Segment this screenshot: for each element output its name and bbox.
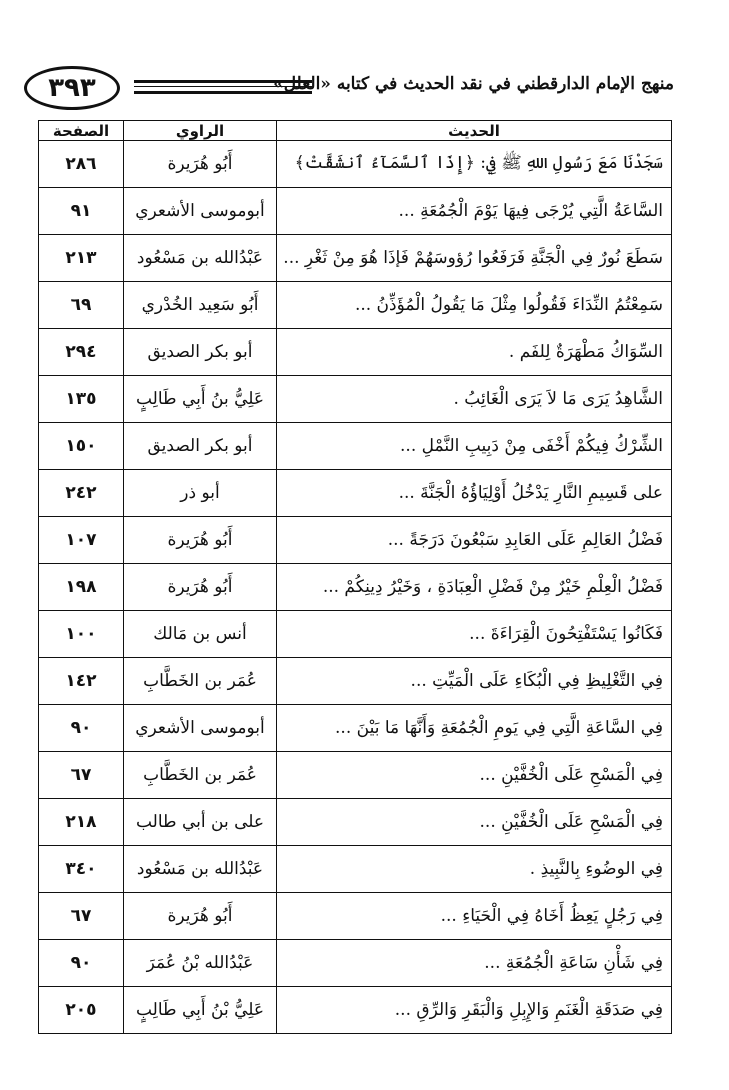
hadith-text: فِي شَأْنِ سَاعَةِ الْجُمُعَةِ ... (277, 940, 672, 987)
table-row (39, 188, 672, 235)
narrator-name: أبو بكر الصديق (124, 423, 277, 470)
page-reference: ١٠٠ (39, 611, 124, 658)
narrator-name: على بن أبي طالب (124, 799, 277, 846)
hadith-text: سَمِعْتُمُ النِّدَاءَ فَقُولُوا مِثْلَ مَا يَقُولُ الْمُؤَذِّنُ ... (277, 282, 672, 329)
hadith-text: فِي صَدَقَةِ الْغَنَمِ وَالإِبِلِ وَالْبَقَرِ وَالرِّقِ ... (277, 987, 672, 1034)
table-row (39, 564, 672, 611)
narrator-name: عَلِيُّ بنُ أَبِي طَالِبٍ (124, 376, 277, 423)
narrator-name: أَبُو هُرَيرة (124, 517, 277, 564)
narrator-name: أبوموسى الأشعري (124, 188, 277, 235)
page-reference: ٩٠ (39, 940, 124, 987)
hadith-text: فِي الوضُوءِ بِالنَّبِيذِ . (277, 846, 672, 893)
narrator-name: عَبْدُالله بن مَسْعُود (124, 235, 277, 282)
narrator-name: أَبُو سَعِيد الخُدْري (124, 282, 277, 329)
page-reference: ١٣٥ (39, 376, 124, 423)
table-header-row (39, 121, 672, 141)
narrator-name: أَبُو هُرَيرة (124, 141, 277, 188)
page-reference: ١٠٧ (39, 517, 124, 564)
page-reference: ٢١٣ (39, 235, 124, 282)
page-reference: ١٩٨ (39, 564, 124, 611)
table-row (39, 141, 672, 188)
page-reference: ٢٩٤ (39, 329, 124, 376)
hadith-text: فِي رَجُلٍ يَعِظُ أَخَاهُ فِي الْحَيَاءِ ... (277, 893, 672, 940)
narrator-name: أبو ذر (124, 470, 277, 517)
hadith-text: فِي الْمَسْحِ عَلَى الْخُفَّيْنِ ... (277, 799, 672, 846)
page-number-badge: ٣٩٣ (24, 66, 120, 110)
page-reference: ٢٠٥ (39, 987, 124, 1034)
hadith-text: فَضْلُ الْعِلْمِ خَيْرٌ مِنْ فَضْلِ الْعِبَادَةِ ، وَخَيْرُ دِينِكُمْ ... (277, 564, 672, 611)
book-title: منهج الإمام الدارقطني في نقد الحديث في كتابه «العلل» (273, 74, 674, 94)
table-row (39, 423, 672, 470)
table-row (39, 752, 672, 799)
table-row (39, 235, 672, 282)
page-reference: ١٤٢ (39, 658, 124, 705)
page-reference: ٦٧ (39, 752, 124, 799)
table-row (39, 658, 672, 705)
table-row (39, 940, 672, 987)
hadith-text: السَّاعَةُ الَّتِي يُرْجَى فِيهَا يَوْمَ الْجُمُعَةِ ... (277, 188, 672, 235)
narrator-name: عَبْدُالله بن مَسْعُود (124, 846, 277, 893)
table-row (39, 705, 672, 752)
page-reference: ٦٩ (39, 282, 124, 329)
narrator-name: عَبْدُالله بْنُ عُمَرَ (124, 940, 277, 987)
hadith-text: السِّوَاكُ مَطْهَرَةٌ لِلفَم . (277, 329, 672, 376)
hadith-text: سَجَدْنَا مَعَ رَسُولِ اللهِ ﷺ فِي: ﴿إِذَا ٱلسَّمَآءُ ٱنشَقَّتْ﴾ (277, 141, 672, 188)
page-reference: ١٥٠ (39, 423, 124, 470)
column-header-hadith: الحديث (277, 121, 672, 141)
narrator-name: أبوموسى الأشعري (124, 705, 277, 752)
narrator-name: عَلِيُّ بْنُ أَبِي طَالِبٍ (124, 987, 277, 1034)
hadith-text: على قَسِيمِ النَّارِ يَدْخُلُ أَوْلِيَاؤُهُ الْجَنَّةَ ... (277, 470, 672, 517)
hadith-text: فِي السَّاعَةِ الَّتِي فِي يَومِ الْجُمُعَةِ وَأَنَّهَا مَا بَيْنَ ... (277, 705, 672, 752)
column-header-narrator: الراوي (124, 121, 277, 141)
hadith-text: سَطَعَ نُورٌ فِي الْجَنَّةِ فَرَفَعُوا رُؤوسَهُمْ فَإذَا هُوَ مِنْ ثَغْرِ ... (277, 235, 672, 282)
page-reference: ٩٠ (39, 705, 124, 752)
narrator-name: عُمَر بن الخَطَّابِ (124, 658, 277, 705)
hadith-text: فِي التَّغْلِيظِ فِي الْبُكَاءِ عَلَى الْمَيِّتِ ... (277, 658, 672, 705)
hadith-text: الشِّرْكُ فِيكُمْ أَخْفَى مِنْ دَبِيبِ النَّمْلِ ... (277, 423, 672, 470)
table-row (39, 846, 672, 893)
page-reference: ٣٤٠ (39, 846, 124, 893)
hadith-index-table (38, 120, 672, 1034)
page-reference: ٢١٨ (39, 799, 124, 846)
page-reference: ٦٧ (39, 893, 124, 940)
table-row (39, 799, 672, 846)
table-row (39, 987, 672, 1034)
page-header (24, 64, 674, 120)
narrator-name: عُمَر بن الخَطَّابِ (124, 752, 277, 799)
hadith-text: الشَّاهِدُ يَرَى مَا لاَ يَرَى الْغَائِبُ . (277, 376, 672, 423)
page-reference: ٢٨٦ (39, 141, 124, 188)
narrator-name: أَبُو هُرَيرة (124, 564, 277, 611)
table-row (39, 893, 672, 940)
narrator-name: أَبُو هُرَيرة (124, 893, 277, 940)
narrator-name: أنس بن مَالك (124, 611, 277, 658)
table-row (39, 470, 672, 517)
column-header-page: الصفحة (39, 121, 124, 141)
table-row (39, 517, 672, 564)
hadith-text: فَضْلُ العَالِمِ عَلَى العَابِدِ سَبْعُونَ دَرَجَةً ... (277, 517, 672, 564)
hadith-text: فِي الْمَسْحِ عَلَى الْخُفَّيْنِ ... (277, 752, 672, 799)
table-row (39, 376, 672, 423)
page-reference: ٩١ (39, 188, 124, 235)
table-row (39, 611, 672, 658)
hadith-text: فَكَانُوا يَسْتَفْتِحُونَ الْقِرَاءَةَ ... (277, 611, 672, 658)
table-row (39, 282, 672, 329)
table-row (39, 329, 672, 376)
narrator-name: أبو بكر الصديق (124, 329, 277, 376)
page-reference: ٢٤٢ (39, 470, 124, 517)
